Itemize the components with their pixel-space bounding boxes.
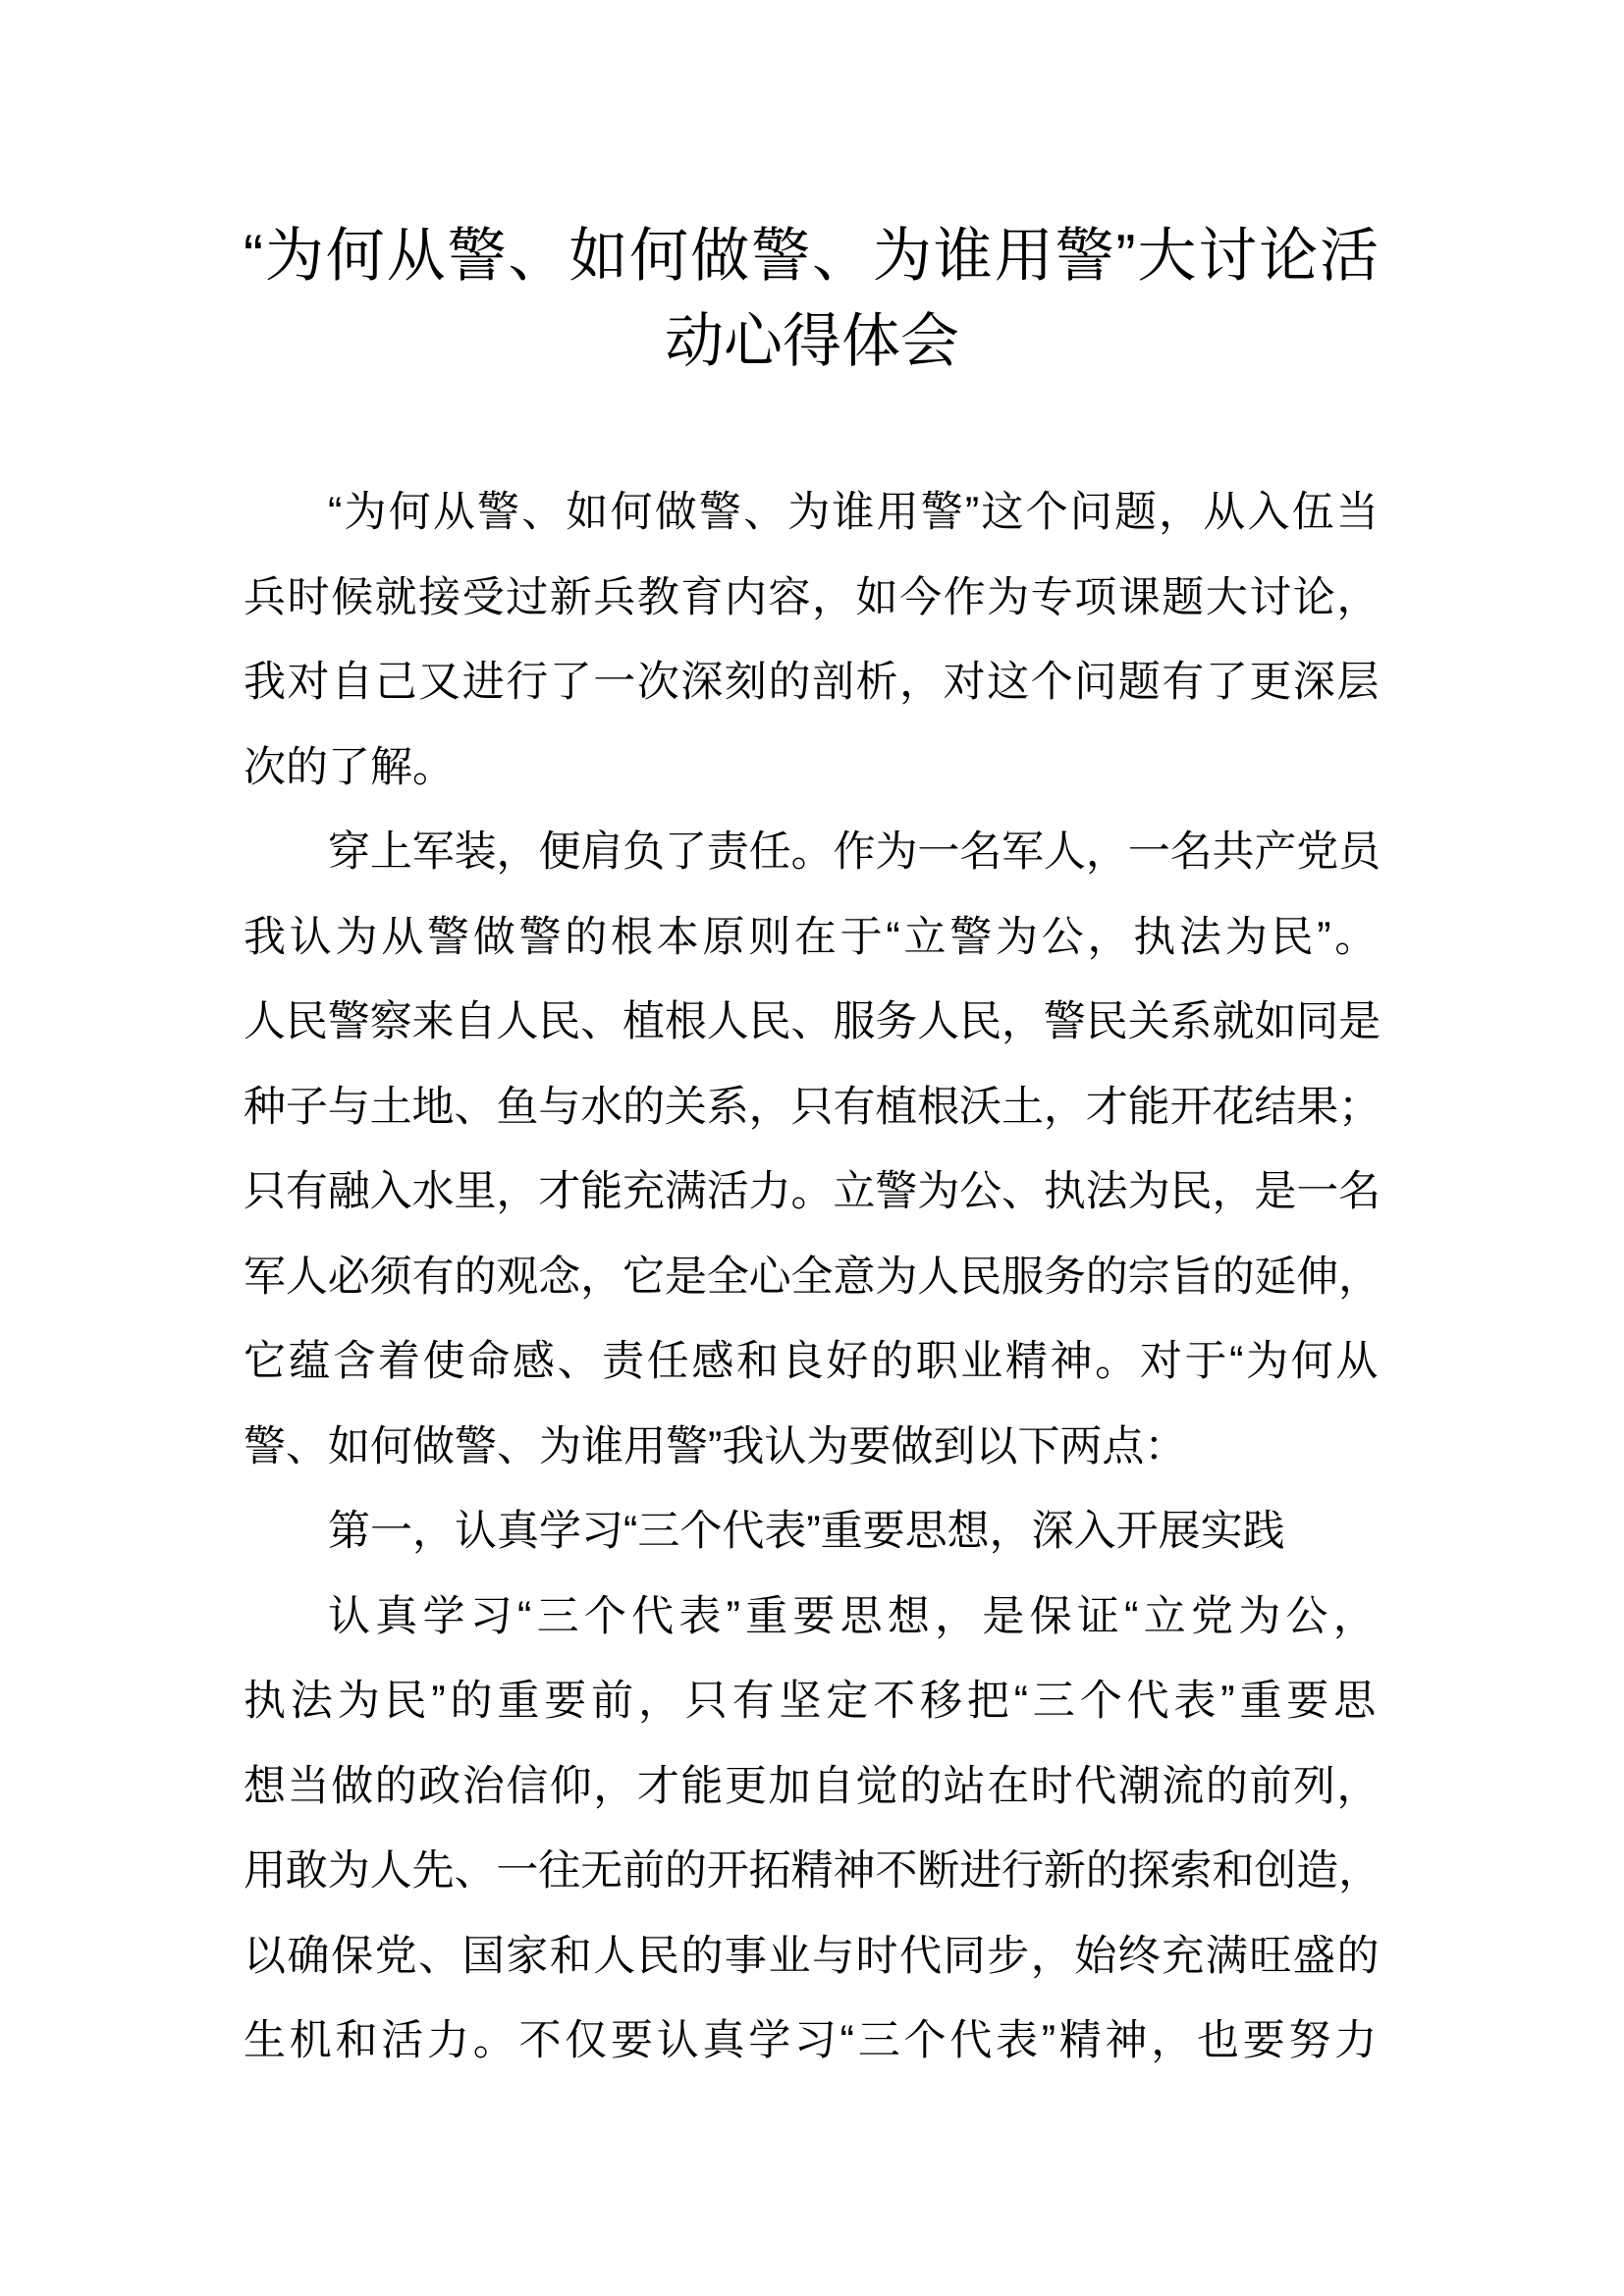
title-line [244, 214, 1380, 299]
text-line-content: 认真学习“三个代表”重要思想，是保证“立党为公， [328, 1592, 1380, 1640]
title-text: “为何从警、如何做警、为谁用警”大讨论活 [244, 223, 1380, 289]
text-line-content: 只有融入水里，才能充满活力。立警为公、执法为民，是一名 [244, 1168, 1380, 1215]
text-line [244, 640, 1380, 725]
text-line-content: 军人必须有的观念，它是全心全意为人民服务的宗旨的延伸， [244, 1253, 1380, 1301]
text-line [244, 725, 1380, 811]
text-line [244, 1405, 1380, 1490]
text-line-content: 种子与土地、鱼与水的关系，只有植根沃土，才能开花结果； [244, 1083, 1380, 1131]
title-line [244, 299, 1380, 385]
text-line-content: 以确保党、国家和人民的事业与时代同步，始终充满旺盛的 [244, 1932, 1380, 1980]
text-line-content: 兵时候就接受过新兵教育内容，如今作为专项课题大讨论， [244, 573, 1380, 621]
text-line-content: 人民警察来自人民、植根人民、服务人民，警民关系就如同是 [244, 998, 1380, 1045]
text-line-content: 想当做的政治信仰，才能更加自觉的站在时代潮流的前列， [244, 1762, 1380, 1810]
text-line-content: 警、如何做警、为谁用警”我认为要做到以下两点： [244, 1422, 1187, 1470]
paragraph [244, 1575, 1380, 2084]
text-line [244, 1149, 1380, 1235]
text-line [244, 1659, 1380, 1744]
paragraph [244, 1489, 1380, 1575]
text-line [244, 1575, 1380, 1660]
text-line [244, 556, 1380, 641]
text-line [244, 895, 1380, 981]
paragraph [244, 470, 1380, 810]
text-line-content: 用敢为人先、一往无前的开拓精神不断进行新的探索和创造， [244, 1847, 1380, 1895]
text-line [244, 810, 1380, 895]
text-line [244, 1489, 1380, 1575]
paragraph [244, 810, 1380, 1489]
document-title [244, 214, 1380, 384]
text-line-content: 它蕴含着使命感、责任感和良好的职业精神。对于“为何从 [244, 1338, 1380, 1385]
text-line-content: 次的了解。 [244, 743, 455, 791]
text-line-content: 执法为民”的重要前，只有坚定不移把“三个代表”重要思 [244, 1678, 1380, 1725]
title-text: 动心得体会 [665, 307, 959, 374]
text-line [244, 1319, 1380, 1405]
text-line [244, 1829, 1380, 1914]
text-line-content: “为何从警、如何做警、为谁用警”这个问题，从入伍当 [328, 489, 1380, 536]
text-line [244, 470, 1380, 556]
text-line-content: 第一，认真学习“三个代表”重要思想，深入开展实践 [328, 1508, 1285, 1555]
text-line-content: 我对自己又进行了一次深刻的剖析，对这个问题有了更深层 [244, 659, 1380, 706]
text-line [244, 1914, 1380, 2000]
text-line [244, 1999, 1380, 2084]
text-line-content: 生机和活力。不仅要认真学习“三个代表”精神，也要努力 [244, 2017, 1380, 2064]
text-line [244, 980, 1380, 1065]
text-line [244, 1065, 1380, 1150]
text-line [244, 1744, 1380, 1830]
text-line [244, 1235, 1380, 1320]
text-line-content: 穿上军装，便肩负了责任。作为一名军人，一名共产党员 [328, 828, 1380, 876]
text-line-content: 我认为从警做警的根本原则在于“立警为公，执法为民”。 [244, 913, 1380, 961]
document-body [244, 470, 1380, 2084]
